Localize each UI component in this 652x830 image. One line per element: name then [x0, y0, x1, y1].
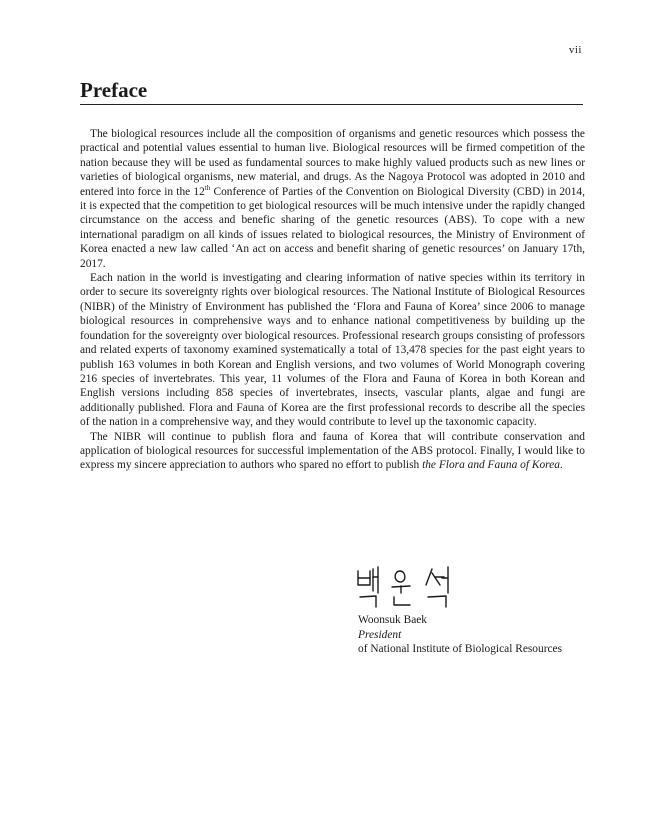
- paragraph-3: [80, 430, 585, 473]
- paragraph-1: [80, 127, 585, 271]
- paragraph-3-main: The NIBR will continue to publish flora and fauna of Korea that will contribute conservation and application of biological resources for successful implementation of the ABS protocol. Finally, I would like to express my sincere appreciation to authors who spared no effort to publish: [80, 430, 585, 472]
- ordinal-suffix: th: [204, 183, 211, 192]
- handwritten-signature: [354, 563, 464, 611]
- preface-body: [80, 127, 585, 473]
- paragraph-1-part1: The biological resources include all the composition of organisms and genetic resources which possess the practical and potential values essential to human live. Biological resources will be firmed competition of the nation because they will be used as fundamental sources to make highly valued products such as new lines or varieties of biological organisms, new material, and drugs. As the Nagoya Protocol was adopted in 2010 and entered into force in the 12: [80, 128, 585, 198]
- paragraph-3-end: .: [559, 459, 563, 472]
- paragraph-2: Each nation in the world is investigating and clearing information of native species within its territory in order to secure its sovereignty rights over biological resources. The National Institute of Biological Resources (NIBR) of the Ministry of Environment has published the ‘Flora and Fauna of Korea’ since 2006 to manage biological resources in comprehensive ways and to enhance national competitiveness by building up the foundation for the sovereignty over biological resources. Professional research groups consisting of professors and related experts of taxonomy examined systematically a total of 13,478 species for the past eight years to publish 163 volumes in both Korean and English versions, and two volumes of World Monograph covering 216 species of invertebrates. This year, 11 volumes of the Flora and Fauna of Korea in both Korean and English versions including 858 species of invertebrates, insects, vascular plants, algae and fungi are additionally published. Flora and Fauna of Korea are the first professional records to describe all the species of the nation in a comprehensive way, and they would contribute to level up the taxonomic capacity.: [80, 272, 585, 429]
- signatory-organization: of National Institute of Biological Resources: [358, 643, 563, 656]
- paragraph-1-part2: Conference of Parties of the Convention on Biological Diversity (CBD) in 2014, it is expected that the competition to get biological resources will be much intensive under the rapidly changed circumstance on the access and benefic sharing of the genetic resources (ABS). To cope with a new international paradigm on all kinds of issues related to biological resources, the Ministry of Environment of Korea enacted a new law called ‘An act on access and benefit sharing of genetic resources’ on January 17th, 2017.: [80, 185, 585, 270]
- publication-title: the Flora and Fauna of Korea: [422, 459, 560, 472]
- page-number: vii: [568, 44, 582, 56]
- page-title: Preface: [80, 78, 148, 102]
- signature-block: [358, 563, 598, 657]
- signatory-name: Woonsuk Baek: [358, 614, 427, 626]
- title-block: [80, 78, 583, 105]
- signatory-role: President: [358, 628, 402, 641]
